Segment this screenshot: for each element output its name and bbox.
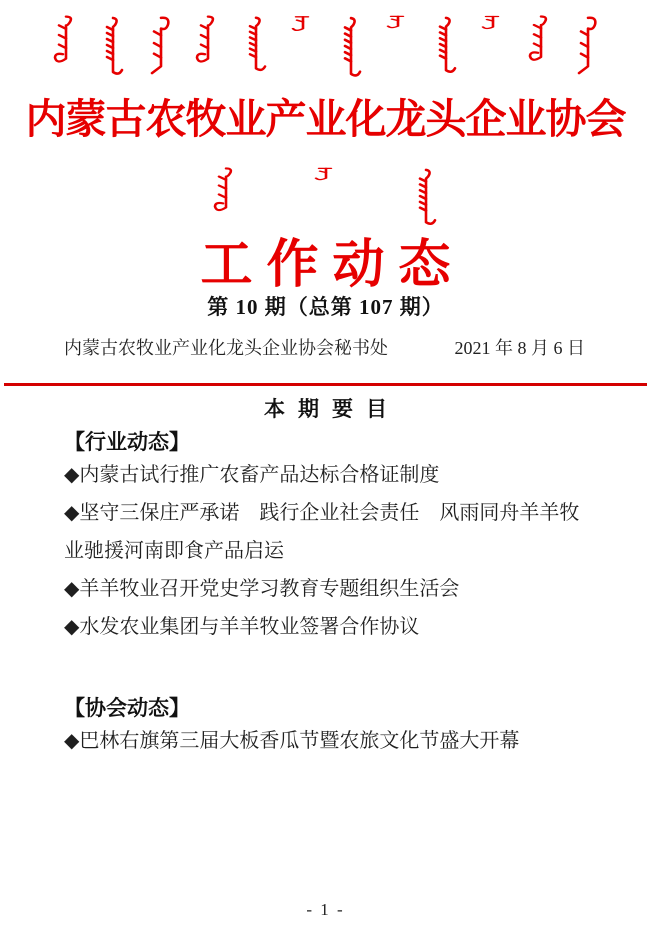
toc-heading: 本期要目 [264, 397, 400, 421]
mongolian-banner-top [53, 14, 601, 84]
toc-section-title: 【协会动态】 [64, 696, 190, 720]
mongolian-script-glyph [575, 14, 601, 76]
mongolian-script-glyph [313, 166, 339, 196]
toc-item: ◆巴林右旗第三届大板香瓜节暨农旅文化节盛大开幕 [64, 730, 520, 752]
toc-item: ◆内蒙古试行推广农畜产品达标合格证制度 [64, 464, 440, 486]
mongolian-banner-mid [0, 166, 651, 228]
mongolian-script-glyph [195, 14, 221, 70]
publish-date: 2021 年 8 月 6 日 [454, 338, 585, 358]
toc-section-industry [64, 428, 592, 646]
toc-section-title: 【行业动态】 [64, 430, 190, 454]
org-title: 内蒙古农牧业产业化龙头企业协会 [25, 96, 626, 142]
table-of-contents [64, 428, 592, 760]
mongolian-script-glyph [100, 14, 126, 78]
mongolian-script-glyph [213, 166, 239, 218]
mongolian-script-glyph [53, 14, 79, 70]
publisher-line [64, 334, 585, 360]
toc-section-association [64, 694, 592, 760]
mongolian-script-glyph [528, 14, 554, 68]
mongolian-script-glyph [243, 14, 269, 74]
page-number: - 1 - [306, 900, 345, 919]
mongolian-script-glyph [480, 14, 506, 46]
issue-number: 第 10 期（总第 107 期） [207, 295, 444, 319]
toc-item: ◆羊羊牧业召开党史学习教育专题组织生活会 [64, 578, 460, 600]
mongolian-script-glyph [433, 14, 459, 76]
toc-item: ◆坚守三保庄严承诺 践行企业社会责任 风雨同舟羊羊牧业驰援河南即食产品启运 [64, 502, 580, 562]
divider-rule [4, 383, 647, 386]
mongolian-script-glyph [413, 166, 439, 228]
mongolian-script-glyph [290, 14, 316, 50]
toc-item: ◆水发农业集团与羊羊牧业签署合作协议 [64, 616, 420, 638]
mongolian-script-glyph [385, 14, 411, 44]
bulletin-title: 工作动态 [200, 237, 465, 294]
publisher-name: 内蒙古农牧业产业化龙头企业协会秘书处 [64, 338, 388, 358]
mongolian-script-glyph [148, 14, 174, 76]
mongolian-script-glyph [338, 14, 364, 80]
